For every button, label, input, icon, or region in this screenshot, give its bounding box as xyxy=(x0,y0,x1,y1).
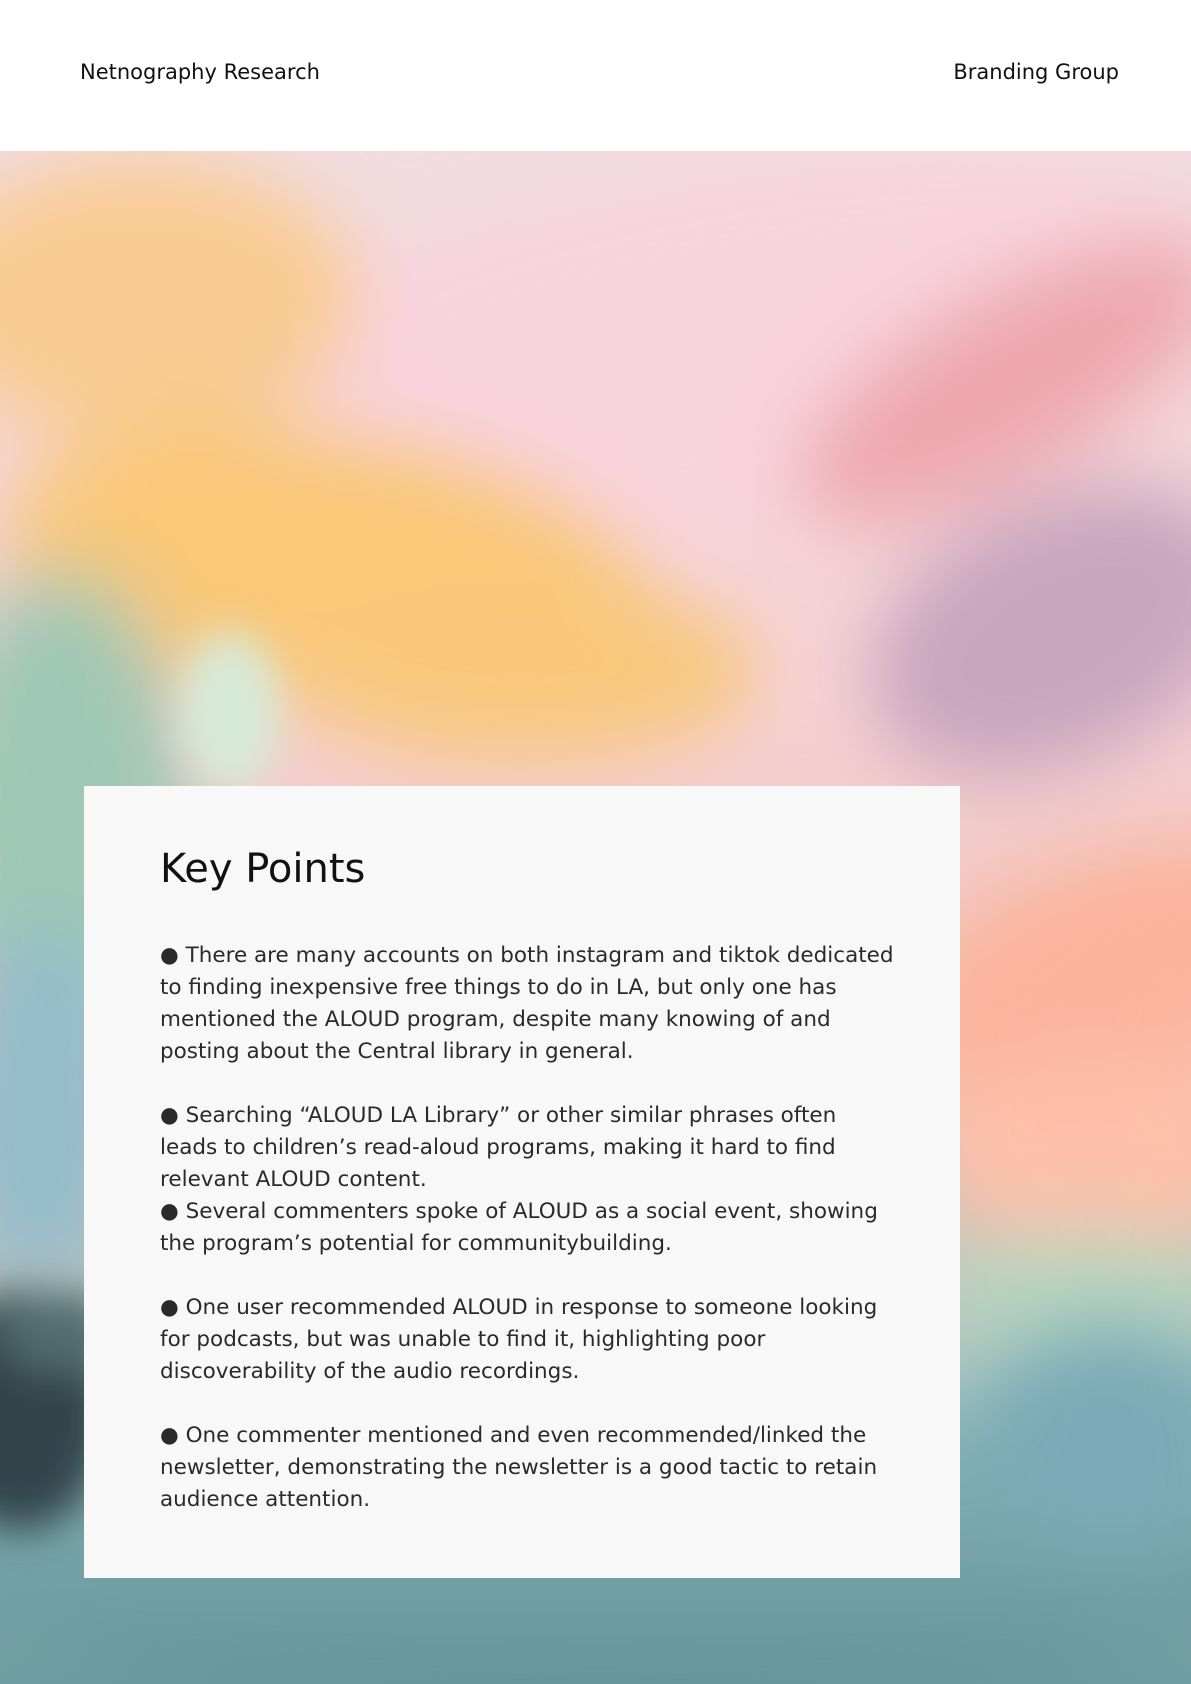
key-points-list xyxy=(160,940,900,1516)
key-point-3: ● Several commenters spoke of ALOUD as a social event, showing the program’s potential for communitybuilding. xyxy=(160,1199,878,1256)
page-header xyxy=(0,0,1191,151)
key-points-card xyxy=(84,786,960,1578)
key-point-5: ● One commenter mentioned and even recommended/linked the newsletter, demonstrating the newsletter is a good tactic to retain audience attention. xyxy=(160,1423,878,1512)
card-title: Key Points xyxy=(160,846,366,892)
key-point-1: ● There are many accounts on both instagram and tiktok dedicated to finding inexpensive free things to do in LA, but only one has mentioned the ALOUD program, despite many knowing of and posting about the Central library in general. xyxy=(160,943,894,1064)
key-point-2: ● Searching “ALOUD LA Library” or other similar phrases often leads to children’s read-aloud programs, making it hard to find relevant ALOUD content. xyxy=(160,1103,837,1192)
header-right-label: Branding Group xyxy=(953,60,1119,84)
key-point-4: ● One user recommended ALOUD in response to someone looking for podcasts, but was unable to find it, highlighting poor discoverability of the audio recordings. xyxy=(160,1295,878,1384)
header-left-label: Netnography Research xyxy=(80,60,320,84)
